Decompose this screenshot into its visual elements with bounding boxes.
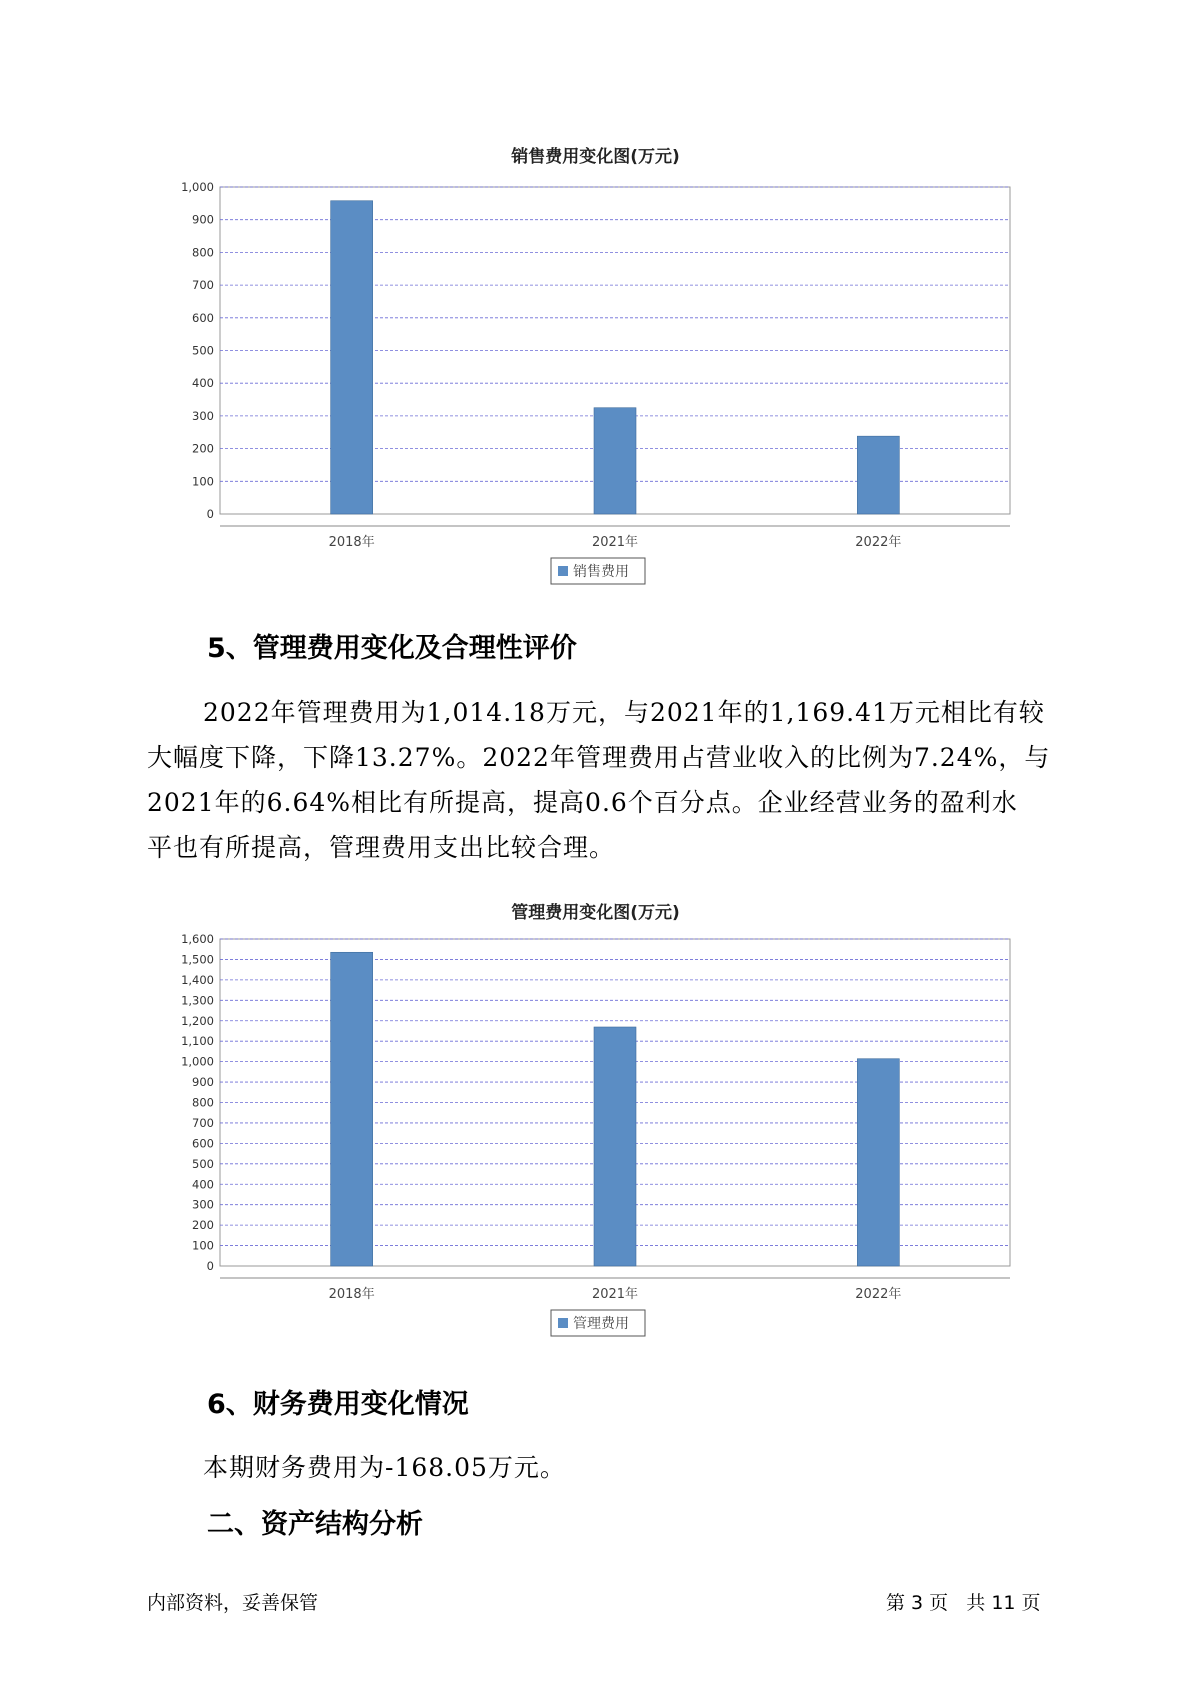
legend-label: 管理费用 bbox=[573, 1316, 629, 1332]
y-tick-label: 1,000 bbox=[181, 1054, 214, 1069]
y-tick-label: 400 bbox=[192, 376, 214, 391]
y-tick-label: 600 bbox=[192, 1136, 214, 1151]
section-5-line-3: 2021年的6.64%相比有所提高，提高0.6个百分点。企业经营业务的盈利水 bbox=[147, 788, 1018, 817]
y-tick-label: 200 bbox=[192, 441, 214, 456]
y-tick-label: 1,100 bbox=[181, 1034, 214, 1049]
y-tick-label: 700 bbox=[192, 278, 214, 293]
y-tick-label: 800 bbox=[192, 1095, 214, 1110]
y-tick-label: 1,000 bbox=[181, 180, 214, 194]
x-tick-label: 2022年 bbox=[855, 1287, 902, 1302]
x-tick-label: 2022年 bbox=[855, 535, 902, 550]
y-tick-label: 1,600 bbox=[181, 932, 214, 946]
y-tick-label: 1,400 bbox=[181, 972, 214, 987]
x-tick-label: 2018年 bbox=[328, 1287, 375, 1302]
y-tick-label: 300 bbox=[192, 1197, 214, 1212]
y-tick-label: 0 bbox=[206, 507, 214, 521]
y-tick-label: 500 bbox=[192, 343, 214, 358]
y-tick-label: 400 bbox=[192, 1177, 214, 1192]
section-two-heading: 二、资产结构分析 bbox=[207, 1509, 423, 1540]
section-5-line-1: 2022年管理费用为1,014.18万元，与2021年的1,169.41万元相比有较 bbox=[203, 698, 1045, 727]
footer-note: 内部资料，妥善保管 bbox=[147, 1592, 319, 1614]
y-tick-label: 900 bbox=[192, 212, 214, 227]
x-tick-label: 2021年 bbox=[591, 535, 639, 550]
legend-swatch bbox=[558, 1318, 568, 1328]
section-6-text: 本期财务费用为-168.05万元。 bbox=[203, 1453, 566, 1482]
sales-chart-title: 销售费用变化图(万元) bbox=[511, 147, 680, 167]
section-5-line-4: 平也有所提高，管理费用支出比较合理。 bbox=[147, 833, 616, 862]
x-tick-label: 2021年 bbox=[591, 1287, 639, 1302]
y-tick-label: 200 bbox=[192, 1218, 214, 1233]
section-6-heading: 6、财务费用变化情况 bbox=[207, 1389, 469, 1420]
y-tick-label: 500 bbox=[192, 1156, 214, 1171]
bar bbox=[857, 1059, 899, 1266]
legend-label: 销售费用 bbox=[573, 564, 629, 580]
bar bbox=[331, 952, 373, 1266]
y-tick-label: 0 bbox=[206, 1259, 214, 1273]
y-tick-label: 300 bbox=[192, 408, 214, 423]
section-5-heading: 5、管理费用变化及合理性评价 bbox=[207, 633, 577, 664]
bar bbox=[594, 1027, 636, 1266]
y-tick-label: 100 bbox=[192, 1238, 214, 1253]
y-tick-label: 700 bbox=[192, 1115, 214, 1130]
y-tick-label: 900 bbox=[192, 1075, 214, 1090]
section-5-line-2: 大幅度下降，下降13.27%。2022年管理费用占营业收入的比例为7.24%，与 bbox=[147, 743, 1051, 772]
x-tick-label: 2018年 bbox=[328, 535, 375, 550]
y-tick-label: 1,200 bbox=[181, 1013, 214, 1028]
legend bbox=[551, 1310, 645, 1336]
y-tick-label: 100 bbox=[192, 474, 214, 489]
y-tick-label: 600 bbox=[192, 310, 214, 325]
y-tick-label: 1,500 bbox=[181, 952, 214, 967]
management-chart-title: 管理费用变化图(万元) bbox=[511, 903, 680, 923]
page-number: 第 3 页 共 11 页 bbox=[886, 1592, 1041, 1614]
y-tick-label: 1,300 bbox=[181, 993, 214, 1008]
y-tick-label: 800 bbox=[192, 245, 214, 260]
